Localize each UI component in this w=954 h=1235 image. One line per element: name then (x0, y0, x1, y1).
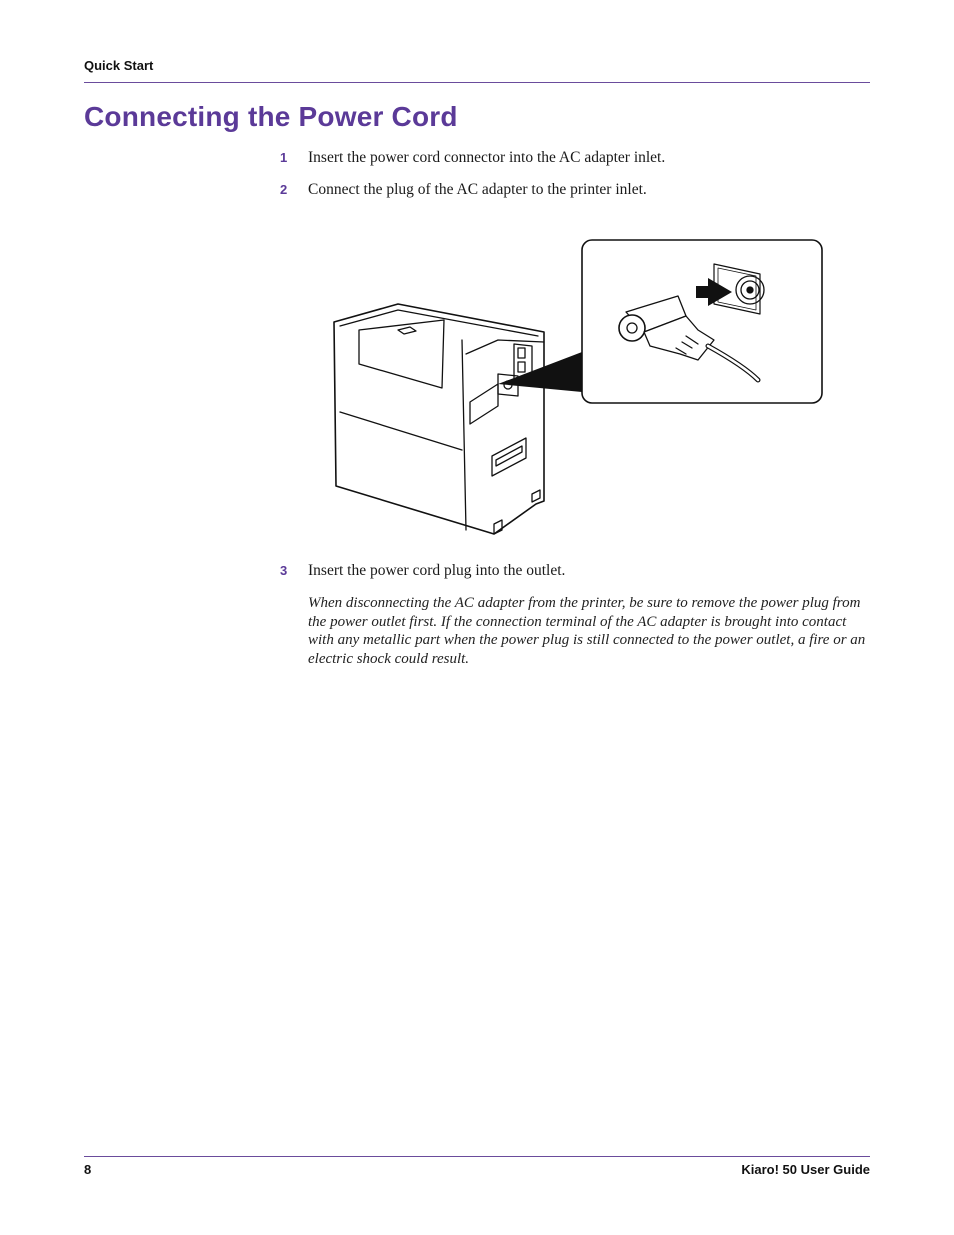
step-number: 3 (280, 563, 288, 578)
step-number: 2 (280, 182, 288, 197)
header-rule (84, 82, 870, 83)
detail-callout (582, 240, 822, 403)
guide-title: Kiaro! 50 User Guide (741, 1162, 870, 1177)
running-header: Quick Start (84, 58, 154, 73)
power-cord-illustration (326, 234, 826, 539)
page-title: Connecting the Power Cord (84, 101, 458, 132)
step-text: Insert the power cord connector into the AC adapter inlet. (308, 149, 666, 166)
page-number: 8 (84, 1162, 92, 1177)
printer-drawing (334, 304, 544, 534)
step-text: Connect the plug of the AC adapter to the printer inlet. (308, 181, 647, 198)
step-number: 1 (280, 150, 288, 165)
warning-note: When disconnecting the AC adapter from the printer, be sure to remove the power plug from the power outlet first. If the connection terminal of the AC adapter is brought into contact with any metallic part when the power plug is still connected to the power outlet, a fire or an electric shock could result. (308, 595, 866, 668)
step-text: Insert the power cord plug into the outlet. (308, 562, 566, 579)
footer-rule (84, 1156, 870, 1157)
